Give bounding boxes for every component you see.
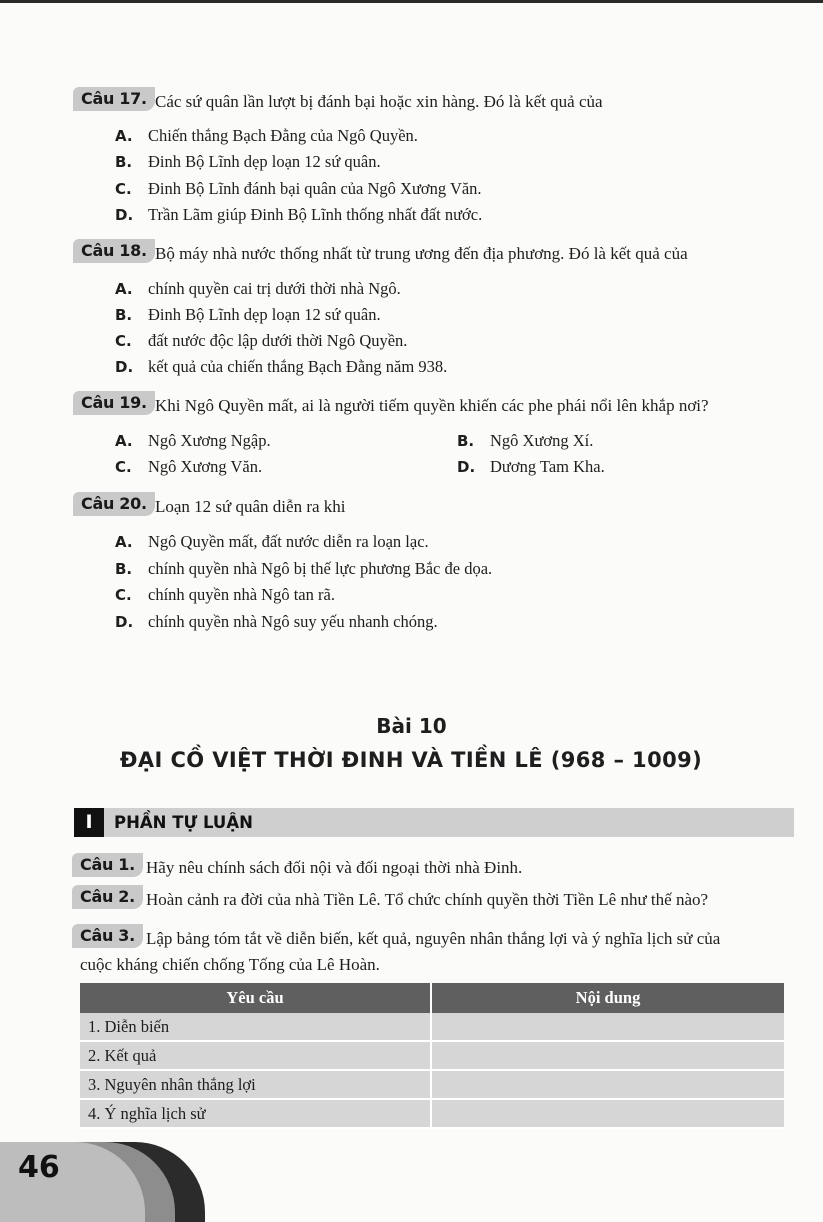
question-text: Hoàn cảnh ra đời của nhà Tiền Lê. Tổ chức chính quyền thời Tiền Lê như thế nào? <box>146 890 709 909</box>
option-b[interactable]: B. Ngô Xương Xí. <box>457 431 594 450</box>
question-label: Câu 17. <box>73 87 155 111</box>
table-row <box>80 1099 784 1128</box>
table-cell-requirement: 2. Kết quả <box>80 1041 431 1070</box>
table-cell-content[interactable] <box>431 1013 784 1041</box>
option-a[interactable]: A. Ngô Xương Ngập. <box>115 431 271 450</box>
question-label: Câu 18. <box>73 239 155 263</box>
option-b[interactable]: B. chính quyền nhà Ngô bị thế lực phương Bắc đe dọa. <box>115 559 493 578</box>
question-text: Khi Ngô Quyền mất, ai là người tiếm quyền khiến các phe phái nổi lên khắp nơi? <box>155 396 709 415</box>
lesson-number: Bài 10 <box>376 714 447 738</box>
table-cell-content[interactable] <box>431 1070 784 1099</box>
question-text: Bộ máy nhà nước thống nhất từ trung ương đến địa phương. Đó là kết quả của <box>155 244 688 263</box>
top-rule <box>0 0 823 3</box>
option-c[interactable]: C. đất nước độc lập dưới thời Ngô Quyền. <box>115 331 408 350</box>
question-label: Câu 20. <box>73 492 155 516</box>
question-label: Câu 19. <box>73 391 155 415</box>
option-d[interactable]: D. Dương Tam Kha. <box>457 457 605 476</box>
option-c[interactable]: C. chính quyền nhà Ngô tan rã. <box>115 585 335 604</box>
question-label: Câu 3. <box>72 924 143 948</box>
table-cell-content[interactable] <box>431 1041 784 1070</box>
question-label: Câu 2. <box>72 885 143 909</box>
option-b[interactable]: B. Đinh Bộ Lĩnh dẹp loạn 12 sứ quân. <box>115 305 381 324</box>
table-cell-requirement: 4. Ý nghĩa lịch sử <box>80 1099 431 1128</box>
table-header-requirement: Yêu cầu <box>80 983 431 1013</box>
option-c[interactable]: C. Đinh Bộ Lĩnh đánh bại quân của Ngô Xương Văn. <box>115 179 482 198</box>
option-d[interactable]: D. kết quả của chiến thắng Bạch Đằng năm 938. <box>115 357 448 376</box>
option-c[interactable]: C. Ngô Xương Văn. <box>115 457 263 476</box>
question-text: Hãy nêu chính sách đối nội và đối ngoại thời nhà Đinh. <box>146 858 523 877</box>
table-row <box>80 1013 784 1041</box>
table-cell-requirement: 3. Nguyên nhân thắng lợi <box>80 1070 431 1099</box>
option-b[interactable]: B. Đinh Bộ Lĩnh dẹp loạn 12 sứ quân. <box>115 152 381 171</box>
question-text: Loạn 12 sứ quân diễn ra khi <box>155 497 346 516</box>
question-text-continued: cuộc kháng chiến chống Tống của Lê Hoàn. <box>80 955 380 974</box>
section-header <box>74 808 794 837</box>
table-cell-content[interactable] <box>431 1099 784 1128</box>
section-numeral: I <box>74 808 104 837</box>
page-number: 46 <box>18 1150 60 1185</box>
table-row <box>80 1070 784 1099</box>
table-header-content: Nội dung <box>431 983 784 1013</box>
table-row <box>80 1041 784 1070</box>
question-text: Lập bảng tóm tắt về diễn biến, kết quả, nguyên nhân thắng lợi và ý nghĩa lịch sử của <box>146 929 721 948</box>
option-d[interactable]: D. chính quyền nhà Ngô suy yếu nhanh chóng. <box>115 612 438 631</box>
option-d[interactable]: D. Trần Lãm giúp Đinh Bộ Lĩnh thống nhất đất nước. <box>115 205 483 224</box>
section-label: PHẦN TỰ LUẬN <box>114 813 253 832</box>
table-header-row <box>80 983 784 1013</box>
option-a[interactable]: A. Ngô Quyền mất, đất nước diễn ra loạn lạc. <box>115 532 429 551</box>
option-a[interactable]: A. Chiến thắng Bạch Đằng của Ngô Quyền. <box>115 126 418 145</box>
option-a[interactable]: A. chính quyền cai trị dưới thời nhà Ngô. <box>115 279 401 298</box>
lesson-title: ĐẠI CỒ VIỆT THỜI ĐINH VÀ TIỀN LÊ (968 – 1009) <box>119 748 703 772</box>
table-cell-requirement: 1. Diễn biến <box>80 1013 431 1041</box>
summary-table <box>80 983 784 1129</box>
question-text: Các sứ quân lần lượt bị đánh bại hoặc xin hàng. Đó là kết quả của <box>155 92 603 111</box>
question-label: Câu 1. <box>72 853 143 877</box>
